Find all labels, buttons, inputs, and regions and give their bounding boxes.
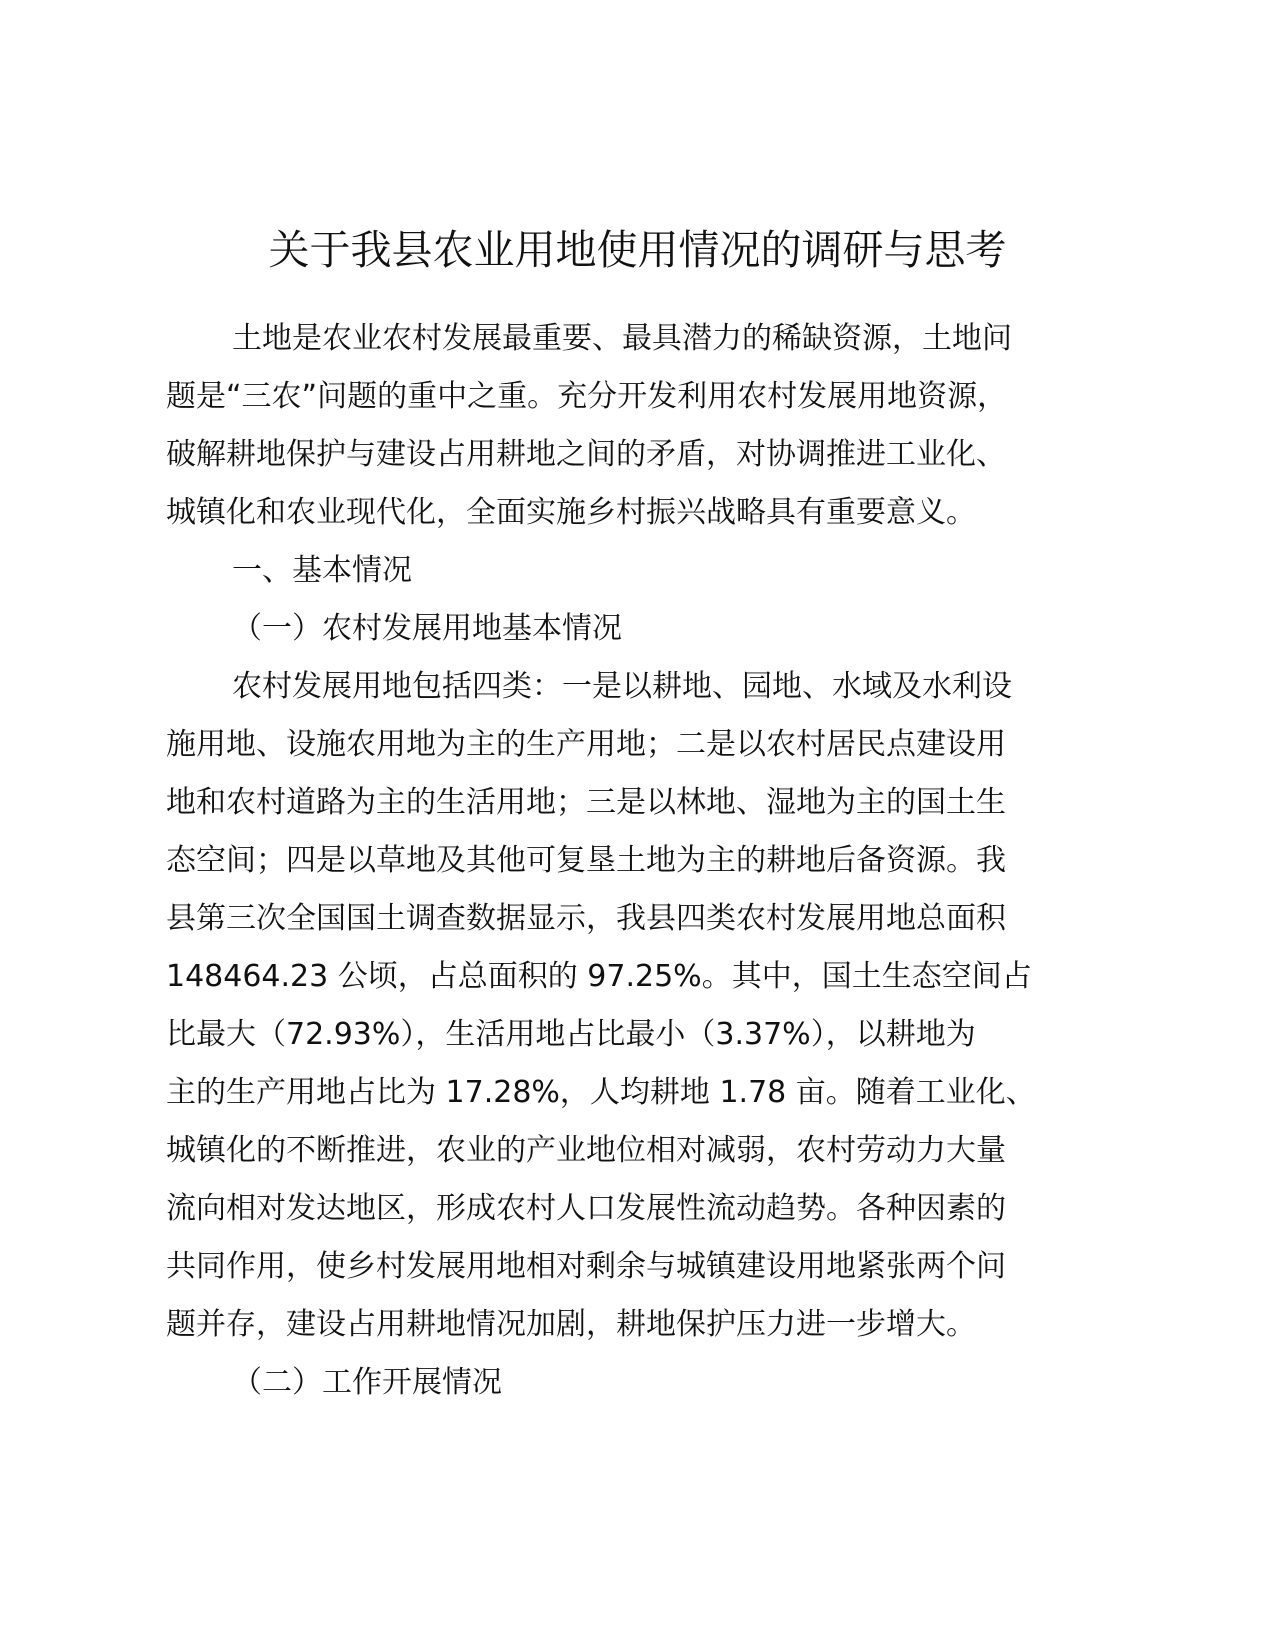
body-line: 土地是农业农村发展最重要、最具潜力的稀缺资源，土地问 (232, 321, 1012, 356)
body-line: 共同作用，使乡村发展用地相对剩余与城镇建设用地紧张两个问 (166, 1249, 1006, 1284)
body-line: （二）工作开展情况 (232, 1365, 502, 1400)
body-line: 态空间；四是以草地及其他可复垦土地为主的耕地后备资源。我 (166, 843, 1006, 878)
document-body (166, 310, 1111, 1412)
body-line: 城镇化的不断推进，农业的产业地位相对减弱，农村劳动力大量 (166, 1133, 1006, 1168)
body-line: （一）农村发展用地基本情况 (232, 611, 622, 646)
body-line: 题并存，建设占用耕地情况加剧，耕地保护压力进一步增大。 (166, 1307, 976, 1342)
body-line: 农村发展用地包括四类：一是以耕地、园地、水域及水利设 (232, 669, 1012, 704)
body-line: 一、基本情况 (232, 553, 412, 588)
body-line: 148464.23 公顷，占总面积的 97.25%。其中，国土生态空间占 (166, 959, 1032, 994)
body-line: 施用地、设施农用地为主的生产用地；二是以农村居民点建设用 (166, 727, 1006, 762)
body-line: 流向相对发达地区，形成农村人口发展性流动趋势。各种因素的 (166, 1191, 1006, 1226)
body-line: 比最大（72.93%），生活用地占比最小（3.37%），以耕地为 (166, 1017, 976, 1052)
body-line: 题是“三农”问题的重中之重。充分开发利用农村发展用地资源， (166, 379, 1008, 414)
body-line: 地和农村道路为主的生活用地；三是以林地、湿地为主的国土生 (166, 785, 1006, 820)
body-line: 破解耕地保护与建设占用耕地之间的矛盾，对协调推进工业化、 (166, 437, 1006, 472)
body-line: 主的生产用地占比为 17.28%，人均耕地 1.78 亩。随着工业化、 (166, 1075, 1036, 1110)
body-line: 城镇化和农业现代化，全面实施乡村振兴战略具有重要意义。 (166, 495, 976, 530)
body-line: 县第三次全国国土调查数据显示，我县四类农村发展用地总面积 (166, 901, 1006, 936)
document-title: 关于我县农业用地使用情况的调研与思考 (268, 226, 1007, 274)
